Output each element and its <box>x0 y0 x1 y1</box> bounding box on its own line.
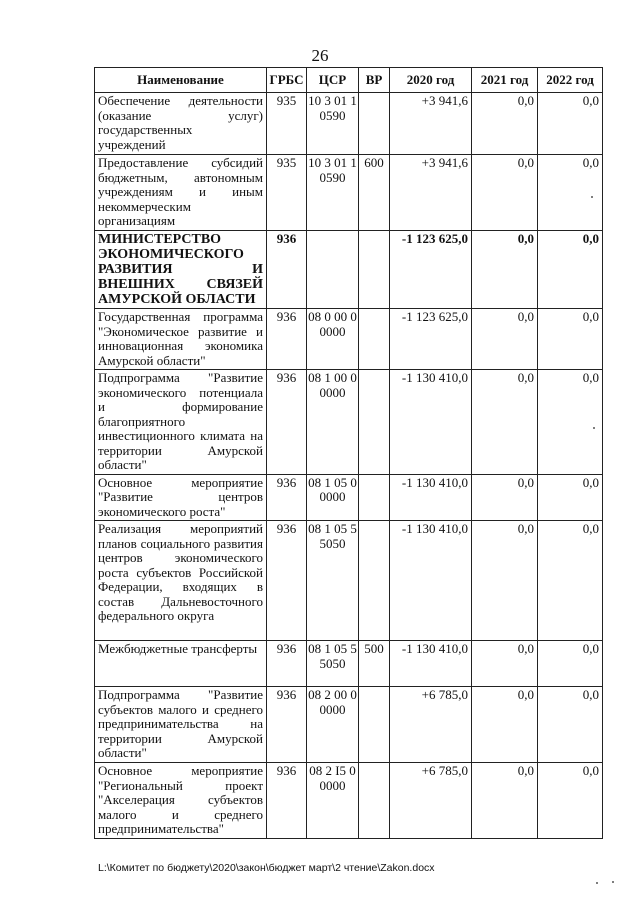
row-2021: 0,0 <box>472 641 538 687</box>
row-2021: 0,0 <box>472 370 538 475</box>
row-csr <box>307 231 359 309</box>
row-2022: 0,0 <box>538 93 603 155</box>
scan-speck <box>612 881 614 883</box>
row-2021: 0,0 <box>472 763 538 839</box>
row-csr: 08 1 00 00000 <box>307 370 359 475</box>
file-path-footer: L:\Комитет по бюджету\2020\закон\бюджет март\2 чтение\Zakon.docx <box>98 862 435 874</box>
table-row <box>95 231 603 309</box>
row-name: Предоставление субсидий бюджетным, автономным учреждениям и иным некоммерческим организациям <box>95 155 267 231</box>
row-grbs: 936 <box>267 687 307 763</box>
header-name: Наименование <box>95 68 267 93</box>
row-2022: 0,0 <box>538 370 603 475</box>
row-vr <box>359 231 390 309</box>
row-name: Реализация мероприятий планов социального развития центров экономического роста субъектов Российской Федерации, входящих в состав Дальневосточного федерального округа <box>95 521 267 641</box>
table-row <box>95 370 603 475</box>
table-row <box>95 521 603 641</box>
row-grbs: 936 <box>267 309 307 370</box>
table-row <box>95 93 603 155</box>
header-csr: ЦСР <box>307 68 359 93</box>
row-2021: 0,0 <box>472 521 538 641</box>
row-2020: -1 130 410,0 <box>390 370 472 475</box>
row-2021: 0,0 <box>472 687 538 763</box>
row-name: Межбюджетные трансферты <box>95 641 267 687</box>
row-vr <box>359 521 390 641</box>
row-2020: -1 123 625,0 <box>390 231 472 309</box>
row-grbs: 936 <box>267 231 307 309</box>
row-grbs: 936 <box>267 474 307 521</box>
row-grbs: 935 <box>267 93 307 155</box>
table-row <box>95 641 603 687</box>
row-csr: 08 2 00 00000 <box>307 687 359 763</box>
row-2022: 0,0 <box>538 521 603 641</box>
header-grbs: ГРБС <box>267 68 307 93</box>
row-vr <box>359 687 390 763</box>
row-grbs: 936 <box>267 521 307 641</box>
row-2020: -1 130 410,0 <box>390 521 472 641</box>
row-csr: 08 1 05 00000 <box>307 474 359 521</box>
row-name: Обеспечение деятельности (оказание услуг) государственных учреждений <box>95 93 267 155</box>
row-2022: 0,0 <box>538 231 603 309</box>
row-csr: 08 2 I5 00000 <box>307 763 359 839</box>
row-2020: -1 130 410,0 <box>390 641 472 687</box>
row-vr <box>359 370 390 475</box>
row-2022: 0,0 <box>538 641 603 687</box>
row-vr <box>359 309 390 370</box>
table-row <box>95 687 603 763</box>
row-2022: 0,0 <box>538 155 603 231</box>
header-vr: ВР <box>359 68 390 93</box>
row-name: Подпрограмма "Развитие субъектов малого и среднего предпринимательства на территории Амурской области" <box>95 687 267 763</box>
row-2020: -1 123 625,0 <box>390 309 472 370</box>
row-2021: 0,0 <box>472 93 538 155</box>
row-2022: 0,0 <box>538 687 603 763</box>
row-csr: 08 0 00 00000 <box>307 309 359 370</box>
header-2022: 2022 год <box>538 68 603 93</box>
header-2021: 2021 год <box>472 68 538 93</box>
table-row <box>95 474 603 521</box>
row-csr: 08 1 05 55050 <box>307 521 359 641</box>
row-2021: 0,0 <box>472 155 538 231</box>
scan-speck <box>593 427 595 429</box>
row-grbs: 936 <box>267 370 307 475</box>
table-row <box>95 763 603 839</box>
row-vr: 600 <box>359 155 390 231</box>
row-vr <box>359 93 390 155</box>
row-2022: 0,0 <box>538 763 603 839</box>
row-grbs: 936 <box>267 763 307 839</box>
scan-speck <box>596 882 598 884</box>
row-2022: 0,0 <box>538 474 603 521</box>
row-name: Подпрограмма "Развитие экономического потенциала и формирование благоприятного инвестиционного климата на территории Амурской области" <box>95 370 267 475</box>
row-2021: 0,0 <box>472 309 538 370</box>
row-name: МИНИСТЕРСТВО ЭКОНОМИЧЕСКОГО РАЗВИТИЯ И ВНЕШНИХ СВЯЗЕЙ АМУРСКОЙ ОБЛАСТИ <box>95 231 267 309</box>
row-2020: +3 941,6 <box>390 155 472 231</box>
row-csr: 08 1 05 55050 <box>307 641 359 687</box>
header-2020: 2020 год <box>390 68 472 93</box>
row-vr <box>359 763 390 839</box>
page-number: 26 <box>311 46 329 65</box>
row-2020: +6 785,0 <box>390 763 472 839</box>
row-grbs: 936 <box>267 641 307 687</box>
row-2021: 0,0 <box>472 231 538 309</box>
row-2022: 0,0 <box>538 309 603 370</box>
row-csr: 10 3 01 10590 <box>307 155 359 231</box>
budget-table <box>94 67 603 839</box>
row-grbs: 935 <box>267 155 307 231</box>
row-name: Основное мероприятие "Развитие центров экономического роста" <box>95 474 267 521</box>
row-name: Основное мероприятие "Региональный проект "Акселерация субъектов малого и среднего предпринимательства" <box>95 763 267 839</box>
row-vr: 500 <box>359 641 390 687</box>
row-2020: -1 130 410,0 <box>390 474 472 521</box>
table-row <box>95 155 603 231</box>
row-2021: 0,0 <box>472 474 538 521</box>
scan-speck <box>591 196 593 198</box>
row-name: Государственная программа "Экономическое развитие и инновационная экономика Амурской области" <box>95 309 267 370</box>
table-row <box>95 309 603 370</box>
row-2020: +3 941,6 <box>390 93 472 155</box>
row-csr: 10 3 01 10590 <box>307 93 359 155</box>
row-vr <box>359 474 390 521</box>
row-2020: +6 785,0 <box>390 687 472 763</box>
table-header-row <box>95 68 603 93</box>
